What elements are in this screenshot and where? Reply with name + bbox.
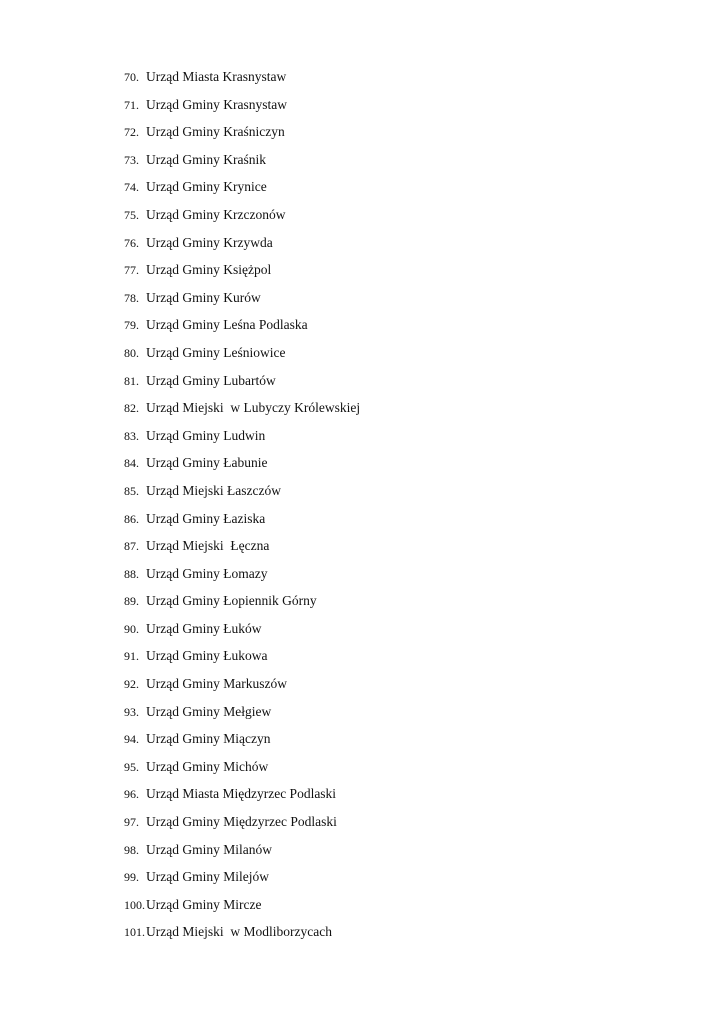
item-number: 92. [124, 677, 139, 692]
item-number: 101. [124, 925, 145, 940]
list-item [124, 176, 360, 204]
item-text: Urząd Gminy Kurów [146, 289, 261, 305]
list-item [124, 232, 360, 260]
item-number: 76. [124, 235, 139, 250]
item-text: Urząd Gminy Ludwin [146, 427, 266, 443]
list-item [124, 425, 360, 453]
list-item [124, 480, 360, 508]
item-text: Urząd Gminy Mełgiew [146, 703, 272, 719]
item-number: 77. [124, 263, 139, 278]
item-number: 87. [124, 539, 139, 554]
item-text: Urząd Gminy Łukowa [146, 648, 268, 664]
list-item [124, 563, 360, 591]
item-text: Urząd Miejski Łaszczów [146, 482, 281, 498]
item-number: 85. [124, 483, 139, 498]
item-number: 75. [124, 207, 139, 222]
item-number: 73. [124, 152, 139, 167]
list-item [124, 921, 360, 949]
item-number: 93. [124, 704, 139, 719]
item-number: 97. [124, 815, 139, 830]
item-number: 100. [124, 897, 145, 912]
item-text: Urząd Gminy Lubartów [146, 372, 276, 388]
list-item [124, 618, 360, 646]
item-text: Urząd Miejski w Lubyczy Królewskiej [146, 400, 361, 416]
list-item [124, 673, 360, 701]
item-text: Urząd Gminy Krzczonów [146, 206, 286, 222]
item-text: Urząd Gminy Łabunie [146, 455, 268, 471]
item-text: Urząd Gminy Michów [146, 758, 269, 774]
item-text: Urząd Gminy Międzyrzec Podlaski [146, 814, 337, 830]
item-number: 71. [124, 97, 139, 112]
item-text: Urząd Gminy Łaziska [146, 510, 266, 526]
item-number: 86. [124, 511, 139, 526]
list-item [124, 783, 360, 811]
item-number: 99. [124, 870, 139, 885]
list-item [124, 397, 360, 425]
item-number: 89. [124, 594, 139, 609]
list-item [124, 590, 360, 618]
list-item [124, 535, 360, 563]
list-item [124, 866, 360, 894]
list-item [124, 94, 360, 122]
list-item [124, 204, 360, 232]
list-item [124, 342, 360, 370]
list-item [124, 728, 360, 756]
item-text: Urząd Gminy Krynice [146, 179, 267, 195]
item-number: 95. [124, 759, 139, 774]
item-text: Urząd Miejski Łęczna [146, 538, 270, 554]
item-number: 88. [124, 566, 139, 581]
item-number: 84. [124, 456, 139, 471]
item-text: Urząd Gminy Milejów [146, 869, 269, 885]
item-text: Urząd Gminy Leśna Podlaska [146, 317, 308, 333]
item-number: 80. [124, 345, 139, 360]
item-text: Urząd Gminy Markuszów [146, 676, 287, 692]
item-text: Urząd Miasta Krasnystaw [146, 69, 287, 84]
office-list [124, 66, 360, 949]
list-item [124, 756, 360, 784]
item-text: Urząd Gminy Księżpol [146, 262, 272, 278]
list-item [124, 839, 360, 867]
item-number: 79. [124, 318, 139, 333]
list-item [124, 508, 360, 536]
list-item [124, 452, 360, 480]
list-item [124, 149, 360, 177]
item-text: Urząd Miejski w Modliborzycach [146, 924, 332, 940]
list-item [124, 894, 360, 922]
item-number: 70. [124, 70, 139, 84]
list-item [124, 370, 360, 398]
item-text: Urząd Miasta Międzyrzec Podlaski [146, 786, 337, 802]
item-number: 91. [124, 649, 139, 664]
item-number: 82. [124, 401, 139, 416]
item-number: 74. [124, 180, 139, 195]
item-number: 98. [124, 842, 139, 857]
list-item [124, 645, 360, 673]
item-number: 83. [124, 428, 139, 443]
list-item [124, 701, 360, 729]
list-item [124, 121, 360, 149]
item-number: 94. [124, 732, 139, 747]
item-text: Urząd Gminy Miączyn [146, 731, 271, 747]
list-item [124, 287, 360, 315]
item-text: Urząd Gminy Leśniowice [146, 344, 286, 360]
item-number: 78. [124, 290, 139, 305]
item-text: Urząd Gminy Łopiennik Górny [146, 593, 317, 609]
item-number: 90. [124, 621, 139, 636]
list-item [124, 66, 360, 94]
list-item [124, 314, 360, 342]
item-text: Urząd Gminy Krzywda [146, 234, 273, 250]
item-number: 81. [124, 373, 139, 388]
item-text: Urząd Gminy Mircze [146, 896, 262, 912]
item-text: Urząd Gminy Łuków [146, 620, 262, 636]
item-number: 72. [124, 125, 139, 140]
item-text: Urząd Gminy Krasnystaw [146, 96, 287, 112]
item-number: 96. [124, 787, 139, 802]
list-item [124, 259, 360, 287]
item-text: Urząd Gminy Kraśnik [146, 151, 266, 167]
item-text: Urząd Gminy Łomazy [146, 565, 268, 581]
item-text: Urząd Gminy Kraśniczyn [146, 124, 285, 140]
item-text: Urząd Gminy Milanów [146, 841, 272, 857]
list-item [124, 811, 360, 839]
